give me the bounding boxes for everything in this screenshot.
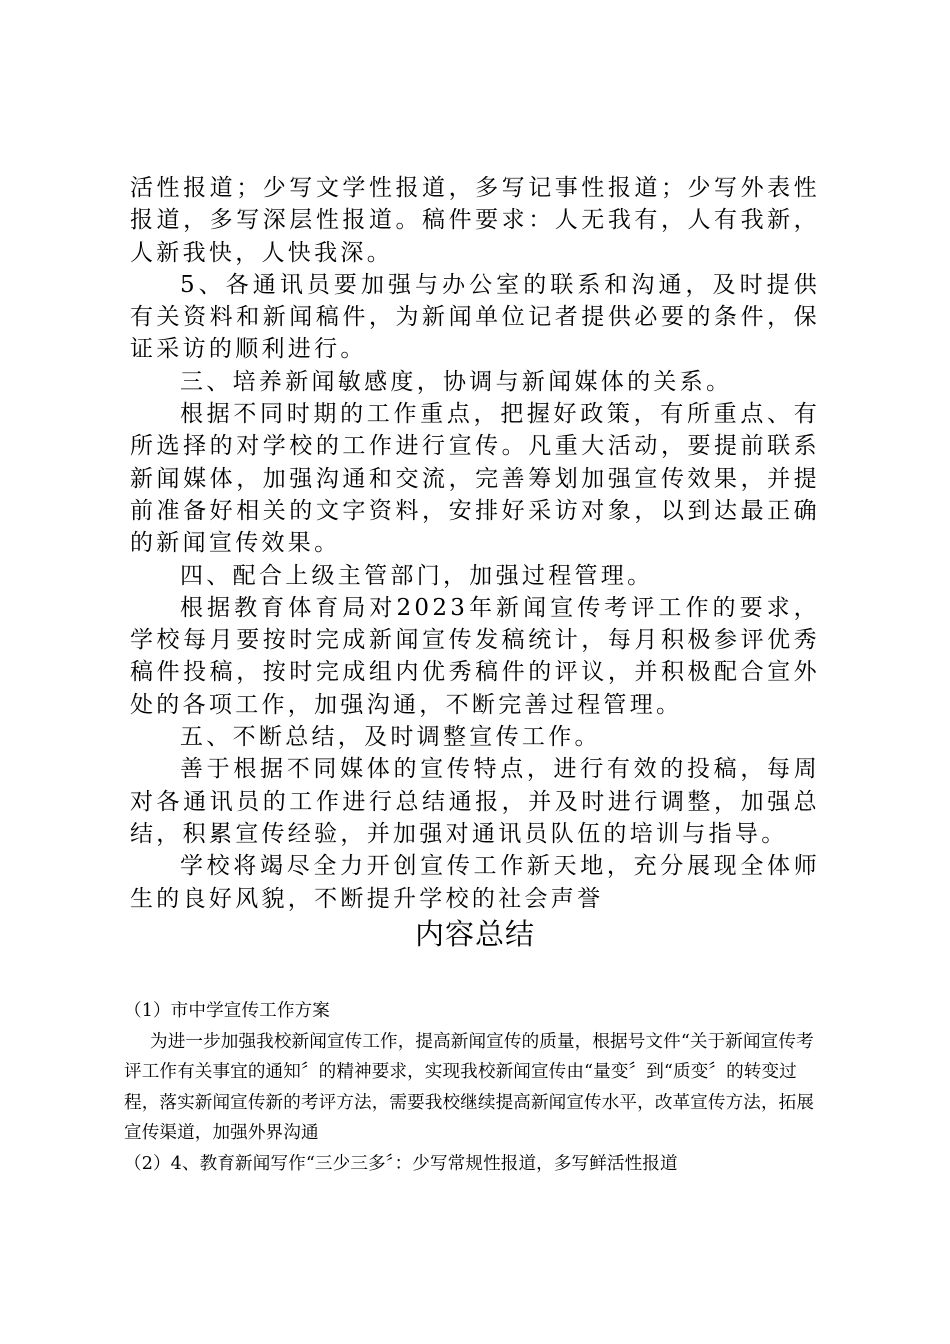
summary-item-1-label: （1）市中学宣传工作方案 bbox=[124, 1001, 330, 1021]
paragraph-closing: 学校将竭尽全力开创宣传工作新天地，充分展现全体师生的良好风貌，不断提升学校的社会声誉 bbox=[130, 853, 820, 912]
document-body bbox=[130, 172, 820, 915]
summary-title: 内容总结 bbox=[414, 917, 535, 951]
section-heading-4: 四、配合上级主管部门，加强过程管理。 bbox=[180, 562, 654, 589]
section-heading-3: 三、培养新闻敏感度，协调与新闻媒体的关系。 bbox=[180, 368, 733, 395]
paragraph-section-3: 根据不同时期的工作重点，把握好政策，有所重点、有所选择的对学校的工作进行宣传。凡重大活动，要提前联系新闻媒体，加强沟通和交流，完善筹划加强宣传效果，并提前准备好相关的文字资料，安排好采访对象，以到达最正确的新闻宣传效果。 bbox=[130, 401, 820, 557]
section-heading-5: 五、不断总结，及时调整宣传工作。 bbox=[180, 724, 601, 751]
summary-item-1-text: 为进一步加强我校新闻宣传工作，提高新闻宣传的质量，根据号文件“关于新闻宣传考评工作有关事宜的通知〞的精神要求，实现我校新闻宣传由“量变〞到“质变〞的转变过程，落实新闻宣传新的考评方法，需要我校继续提高新闻宣传水平，改革宣传方法，拓展宣传渠道，加强外界沟通 bbox=[124, 1031, 815, 1143]
summary-section bbox=[124, 996, 830, 1179]
paragraph-item-5: 5、各通讯员要加强与办公室的联系和沟通，及时提供有关资料和新闻稿件，为新闻单位记者提供必要的条件，保证采访的顺利进行。 bbox=[130, 271, 820, 363]
summary-item-2-text: （2）4、教育新闻写作“三少三多〞：少写常规性报道，多写鲜活性报道 bbox=[124, 1153, 678, 1174]
paragraph-section-4: 根据教育体育局对2023年新闻宣传考评工作的要求，学校每月要按时完成新闻宣传发稿统计，每月积极参评优秀稿件投稿，按时完成组内优秀稿件的评议，并积极配合宣外处的各项工作，加强沟通，不断完善过程管理。 bbox=[130, 594, 820, 718]
paragraph-continuation: 活性报道；少写文学性报道，多写记事性报道；少写外表性报道，多写深层性报道。稿件要求：人无我有，人有我新，人新我快，人快我深。 bbox=[130, 175, 820, 266]
paragraph-section-5: 善于根据不同媒体的宣传特点，进行有效的投稿，每周对各通讯员的工作进行总结通报，并及时进行调整，加强总结，积累宣传经验，并加强对通讯员队伍的培训与指导。 bbox=[130, 756, 820, 847]
